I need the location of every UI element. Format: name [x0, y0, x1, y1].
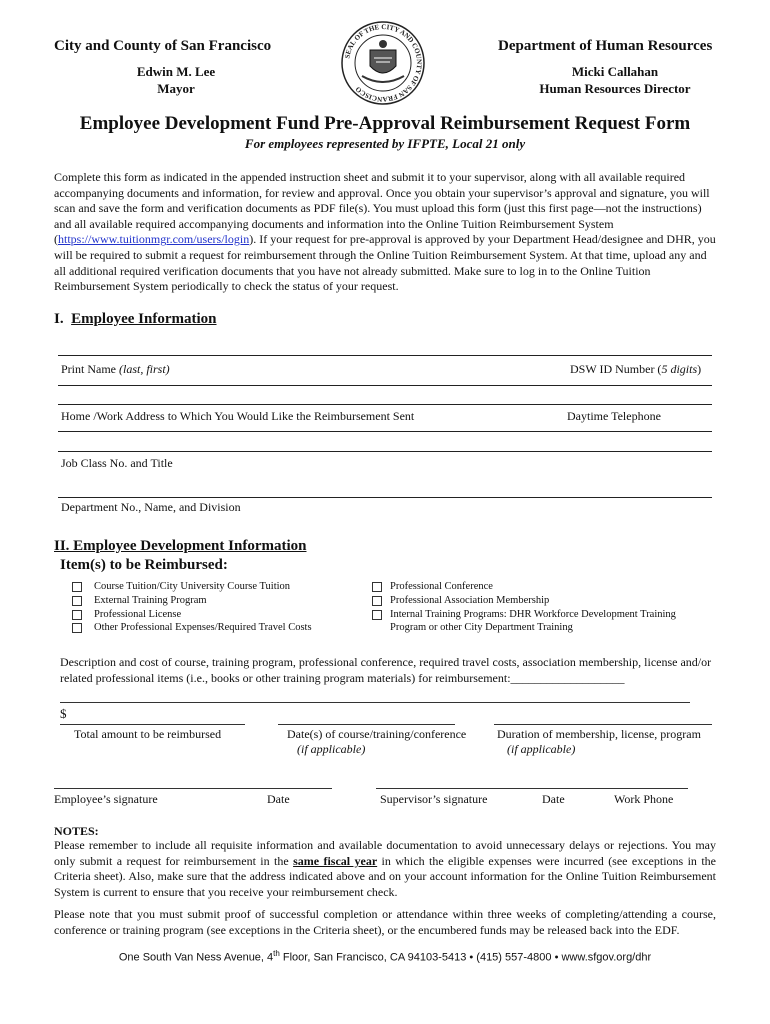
- svg-text:SEAL OF THE CITY AND COUNTY OF: SEAL OF THE CITY AND COUNTY OF SAN FRANCISCO: [343, 22, 424, 104]
- checkbox-row-external-training[interactable]: [72, 595, 207, 606]
- form-title: Employee Development Fund Pre-Approval Reimbursement Request Form: [79, 113, 691, 134]
- checkbox-row-professional-license[interactable]: [72, 609, 181, 620]
- dollar-sign: $: [60, 706, 67, 721]
- intro-text-part1: Complete this form as indicated in the appended instruction sheet and submit it to your supervisor, along with all available required accompanying documents and information, for review and approval. Once you obtain your supervisor’s approval and signature, you will scan and save the form and verification documents as PDF file(s). You must upload this form (just this first page—not the instructions) and all available required accompanying documents and information into the Online Tuition Reimbursement System (: [54, 170, 710, 247]
- checkbox-label: Internal Training Programs: DHR Workforce Development Training: [390, 609, 676, 620]
- dsw-id-text: DSW ID Number (: [570, 362, 662, 376]
- footer-superscript: th: [273, 949, 280, 958]
- address-label: Home /Work Address to Which You Would Like the Reimbursement Sent: [61, 409, 415, 423]
- description-blank[interactable]: ___________________: [510, 671, 625, 685]
- checkbox[interactable]: [72, 596, 82, 606]
- header-department-name: Department of Human Resources: [498, 38, 713, 54]
- form-rule: [58, 355, 712, 356]
- notes-text: in which the eligible expenses were incurred (see exceptions in the Criteria sheet). Also, make sure that the address indicated above and on your account information for the Online Tuition Reimbursement System is current to ensure that you receive your reimbursement check.: [54, 853, 716, 899]
- job-class-input-line[interactable]: [58, 497, 712, 498]
- checkbox-label: Professional License: [94, 609, 182, 620]
- job-class-label: Job Class No. and Title: [61, 456, 173, 470]
- section-employee-development-heading: II. Employee Development Information: [54, 538, 307, 554]
- internal-training-label-continued: Program or other City Department Training: [390, 622, 573, 633]
- department-label: Department No., Name, and Division: [61, 500, 241, 514]
- checkbox[interactable]: [72, 582, 82, 592]
- header-mayor-name: Edwin M. Lee: [136, 64, 216, 79]
- form-rule: [58, 404, 712, 405]
- checkbox[interactable]: [372, 596, 382, 606]
- dates-hint: (if applicable): [297, 742, 366, 756]
- section-title: Employee Information: [71, 311, 217, 327]
- dsw-id-close: ): [697, 362, 702, 376]
- print-name-hint: (last, first): [119, 362, 170, 376]
- dsw-id-hint: 5 digits: [661, 362, 698, 376]
- duration-label: Duration of membership, license, program: [497, 727, 701, 741]
- duration-input-line[interactable]: [494, 724, 712, 725]
- footer-text: One South Van Ness Avenue, 4: [118, 951, 274, 964]
- section-roman-numeral: I.: [54, 311, 64, 327]
- items-reimbursed-heading: Item(s) to be Reimbursed:: [60, 557, 228, 573]
- checkbox-row-course-tuition[interactable]: [72, 581, 290, 592]
- supervisor-signature-label: Supervisor’s signature: [380, 792, 488, 806]
- checkbox[interactable]: [372, 610, 382, 620]
- daytime-phone-label: Daytime Telephone: [567, 409, 661, 423]
- notes-heading: NOTES:: [54, 824, 99, 838]
- address-input-line[interactable]: [58, 431, 712, 432]
- checkbox[interactable]: [72, 623, 82, 633]
- employee-signature-line[interactable]: [54, 788, 332, 789]
- checkbox-label: External Training Program: [94, 595, 207, 606]
- checkbox-label: Other Professional Expenses/Required Travel Costs: [94, 622, 312, 633]
- intro-text-part2: ). If your request for pre-approval is approved by your Department Head/designee and DHR, you will be required to submit a request for reimbursement through the Online Tuition Reimbursement System. At that time, upload any and all additional required verification documents that you have not already submitted. Make sure to log in to the Online Tuition Reimbursement System periodically to check the status of your request.: [54, 232, 716, 294]
- notes-emphasis: same fiscal year: [293, 853, 378, 868]
- header-mayor-role: Mayor: [157, 81, 195, 96]
- footer-text: Floor, San Francisco, CA 94103-5413 • (415) 557-4800 • www.sfgov.org/dhr: [279, 951, 652, 964]
- notes-paragraph-2: Please note that you must submit proof of successful completion or attendance within three weeks of completing/attending a course, conference or training program (see exceptions in the Criteria sheet), or the encumbered funds may be released back into the EDF.: [54, 907, 716, 937]
- description-input-line[interactable]: [60, 702, 690, 703]
- description-text: Description and cost of course, training program, professional conference, required travel costs, association membership, license and/or related professional items (i.e., books or other training program materials) for reimbursement:: [60, 655, 712, 685]
- employee-date-label: Date: [267, 792, 290, 806]
- print-name-input-line[interactable]: [58, 385, 712, 386]
- notes-text: Please remember to include all requisite information and available documentation to avoid unnecessary delays or rejections. You may only submit a request for reimbursement in the: [54, 838, 716, 868]
- employee-signature-label: Employee’s signature: [54, 792, 158, 806]
- checkbox[interactable]: [372, 582, 382, 592]
- notes-paragraph-1: [54, 838, 716, 900]
- city-seal-logo: [340, 20, 426, 106]
- form-rule: [58, 451, 712, 452]
- footer-address: [0, 949, 770, 964]
- duration-hint: (if applicable): [507, 742, 576, 756]
- checkbox-label: Professional Conference: [390, 581, 493, 592]
- total-amount-input-line[interactable]: [60, 724, 245, 725]
- checkbox-row-association-membership[interactable]: [372, 595, 549, 606]
- checkbox[interactable]: [72, 610, 82, 620]
- header-director-name: Micki Callahan: [571, 64, 659, 79]
- checkbox-row-internal-training[interactable]: [372, 609, 676, 620]
- checkbox-row-other-expenses[interactable]: [72, 622, 312, 633]
- header-director-role: Human Resources Director: [539, 81, 691, 96]
- tuition-system-link[interactable]: https://www.tuitionmgr.com/users/login: [58, 232, 250, 247]
- total-amount-label: Total amount to be reimbursed: [74, 727, 222, 741]
- dates-label: Date(s) of course/training/conference: [287, 727, 467, 741]
- supervisor-date-label: Date: [542, 792, 565, 806]
- checkbox-label: Course Tuition/City University Course Tuition: [94, 581, 291, 592]
- work-phone-label: Work Phone: [614, 792, 674, 806]
- intro-paragraph: [54, 170, 716, 295]
- header-city-name: City and County of San Francisco: [54, 38, 272, 54]
- dsw-id-label: [570, 362, 701, 377]
- description-label: [60, 654, 716, 686]
- checkbox-label: Professional Association Membership: [390, 595, 550, 606]
- section-employee-information-heading: [54, 311, 217, 328]
- dates-input-line[interactable]: [278, 724, 455, 725]
- checkbox-row-professional-conference[interactable]: [372, 581, 493, 592]
- supervisor-signature-line[interactable]: [376, 788, 688, 789]
- print-name-text: Print Name: [61, 362, 119, 376]
- print-name-label: [61, 362, 170, 377]
- form-subtitle: For employees represented by IFPTE, Local 21 only: [244, 136, 526, 151]
